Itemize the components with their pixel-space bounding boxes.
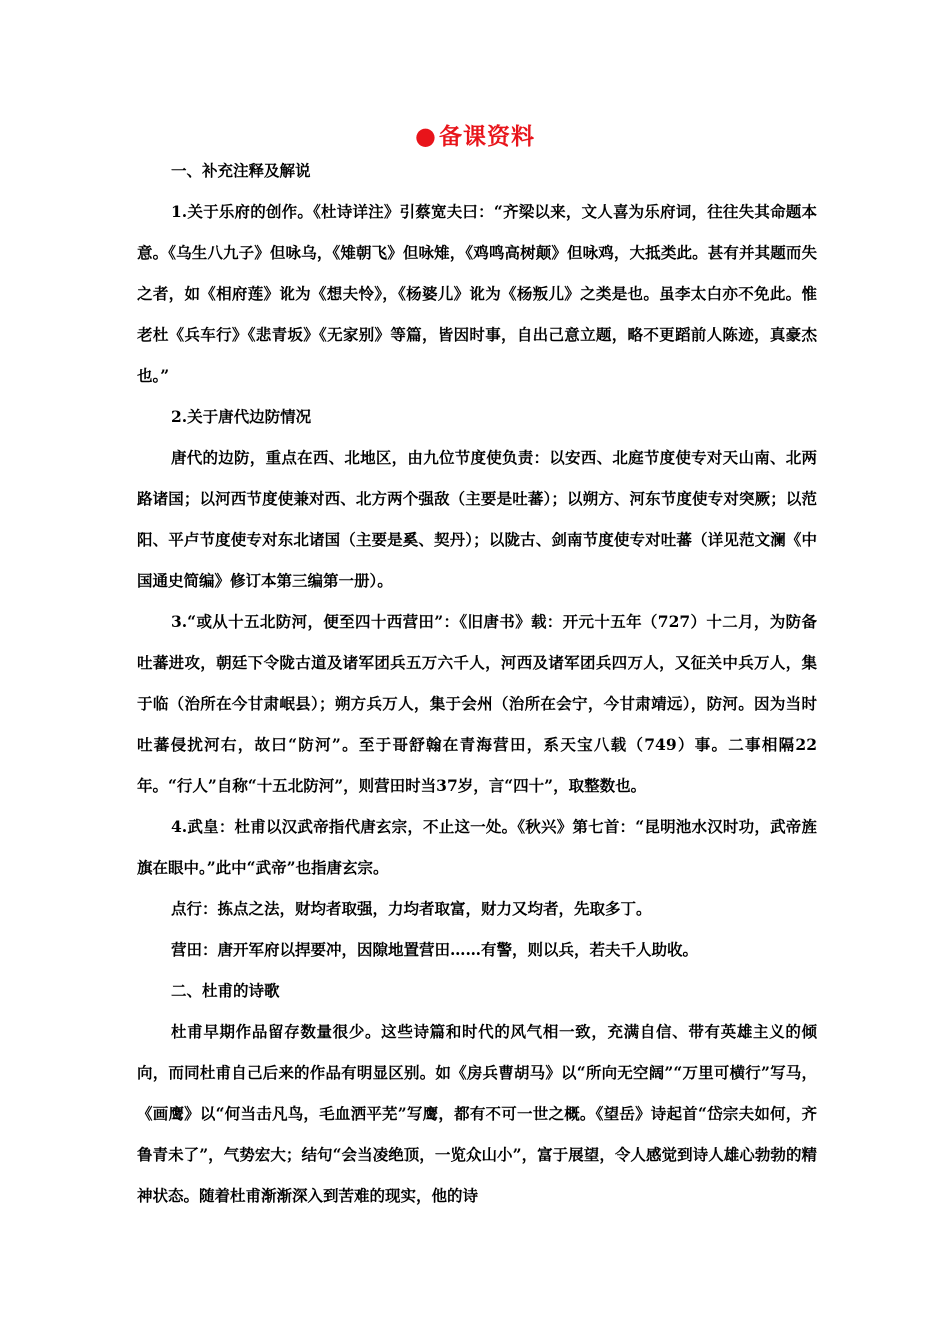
- dufu-poetry-paragraph: 杜甫早期作品留存数量很少。这些诗篇和时代的风气相一致，充满自信、带有英雄主义的倾向，而同杜甫自己后来的作品有明显区别。如《房兵曹胡马》以“所向无空阔”“万里可横行”写马，《画鹰》以“何当击凡鸟，毛血洒平芜”写鹰，都有不可一世之概。《望岳》诗起首“岱宗夫如何，齐鲁青未了”，气势宏大；结句“会当凌绝顶，一览众山小”，富于展望，令人感觉到诗人雄心勃勃的精神状态。随着杜甫渐渐深入到苦难的现实，他的诗: [137, 1022, 817, 1205]
- section-heading-1: 一、补充注释及解说: [171, 161, 311, 180]
- section-heading-2: 二、杜甫的诗歌: [171, 981, 280, 1000]
- title-text: 备课资料: [438, 124, 535, 150]
- note-item-4: 4.武皇：杜甫以汉武帝指代唐玄宗，不止这一处。《秋兴》第七首：“昆明池水汉时功，武帝旌旗在眼中。”此中“武帝”也指唐玄宗。: [137, 817, 817, 877]
- note-yingtian: 营田：唐开军府以捍要冲，因隙地置营田……有警，则以兵，若夫千人助收。: [171, 940, 699, 959]
- note-item-3: 3.“或从十五北防河，便至四十西营田”：《旧唐书》载：开元十五年（727）十二月，为防备吐蕃进攻，朝廷下令陇古道及诸军团兵五万六千人，河西及诸军团兵四万人，又征关中兵万人，集于临（治所在今甘肃岷县）；朔方兵万人，集于会州（治所在会宁，今甘肃靖远），防河。因为当时吐蕃侵扰河右，故曰“防河”。至于哥舒翰在青海营田，系天宝八载（749）事。二事相隔22年。“行人”自称“十五北防河”，则营田时当37岁，言“四十”，取整数也。: [137, 612, 817, 795]
- note-item-1: 1.关于乐府的创作。《杜诗详注》引蔡宽夫曰：“齐梁以来，文人喜为乐府词，往往失其命题本意。《乌生八九子》但咏乌，《雉朝飞》但咏雉，《鸡鸣高树颠》但咏鸡，大抵类此。甚有并其题而失之者，如《相府莲》讹为《想夫怜》，《杨婆儿》讹为《杨叛儿》之类是也。虽李太白亦不免此。惟老杜《兵车行》《悲青坂》《无家别》等篇，皆因时事，自出己意立题，略不更蹈前人陈迹，真豪杰也。”: [137, 202, 817, 385]
- page-title: [0, 118, 950, 151]
- note-dianxing: 点行：拣点之法，财均者取强，力均者取富，财力又均者，先取多丁。: [171, 899, 652, 918]
- red-bullet-icon: ●: [415, 122, 437, 150]
- document-body: [137, 150, 817, 1216]
- note-item-2-heading: 2.关于唐代边防情况: [171, 407, 312, 426]
- note-item-2-body: 唐代的边防，重点在西、北地区，由九位节度使负责：以安西、北庭节度使专对天山南、北两路诸国；以河西节度使兼对西、北方两个强敌（主要是吐蕃）；以朔方、河东节度使专对突厥；以范阳、平卢节度使专对东北诸国（主要是奚、契丹）；以陇古、剑南节度使专对吐蕃（详见范文澜《中国通史简编》修订本第三编第一册）。: [137, 448, 817, 590]
